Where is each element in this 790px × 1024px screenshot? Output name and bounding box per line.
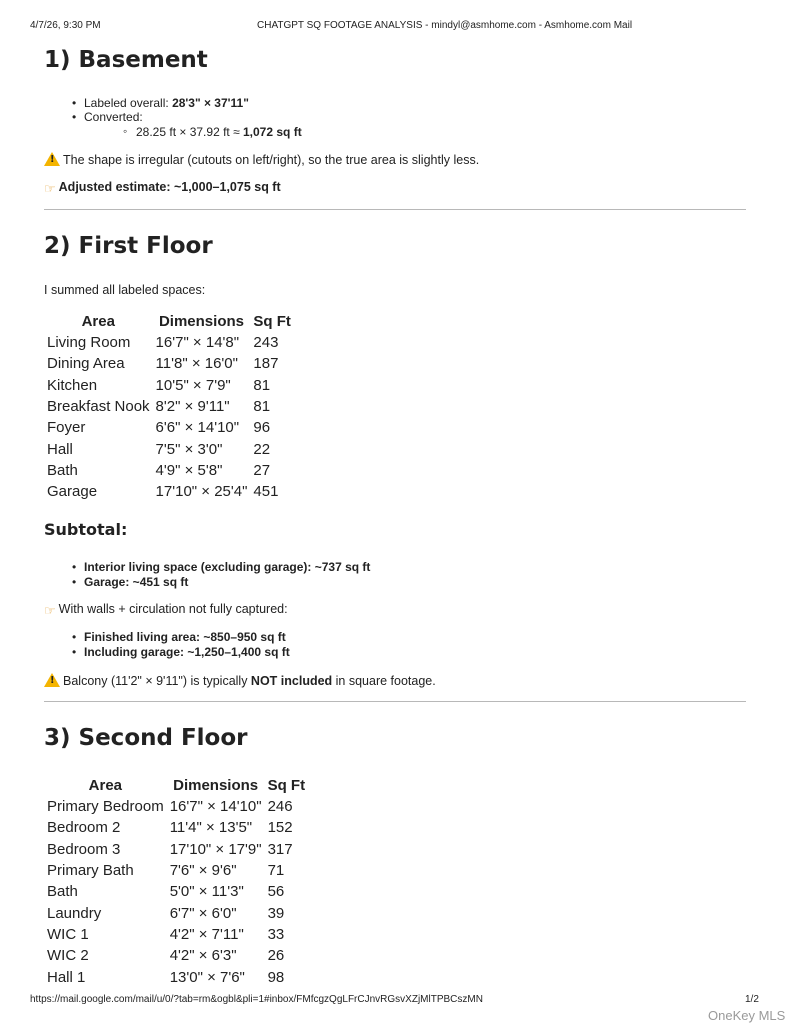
area-cell: WIC 1 <box>47 925 89 943</box>
second-floor-heading: 3) Second Floor <box>44 725 248 751</box>
table-row <box>44 839 308 860</box>
sqft-cell: 96 <box>253 419 271 437</box>
dimensions-cell: 10'5" × 7'9" <box>155 376 231 394</box>
area-cell: Laundry <box>47 904 102 922</box>
dimensions-cell: 16'7" × 14'10" <box>169 798 262 816</box>
including-garage <box>84 645 290 659</box>
walls-note-text: With walls + circulation not fully captured: <box>58 602 288 616</box>
finished-area <box>84 630 286 644</box>
column-header-dimensions: Dimensions <box>158 312 244 330</box>
basement-warning-text: The shape is irregular (cutouts on left/right), so the true area is slightly less. <box>63 153 480 167</box>
sqft-cell: 187 <box>253 355 279 373</box>
balcony-note <box>44 673 436 688</box>
dimensions-cell: 7'6" × 9'6" <box>169 862 237 880</box>
column-header-sqft: Sq Ft <box>267 776 306 794</box>
area-cell: Living Room <box>47 334 131 352</box>
warning-icon <box>44 152 60 166</box>
area-cell: Bath <box>47 883 78 901</box>
page-number: 1/2 <box>745 994 759 1005</box>
print-url: https://mail.google.com/mail/u/0/?tab=rm&ogbl&pli=1#inbox/FMfcgzQgLFrCJnvRGsvXZjMlTPBCszMN <box>30 994 483 1005</box>
dimensions-cell: 11'8" × 16'0" <box>155 355 238 373</box>
area-cell: Bedroom 2 <box>47 819 121 837</box>
area-cell: Primary Bedroom <box>47 798 164 816</box>
table-row <box>44 881 308 902</box>
sqft-cell: 22 <box>253 440 271 458</box>
dimensions-cell: 17'10" × 17'9" <box>169 840 262 858</box>
area-cell: Garage <box>47 483 98 501</box>
sqft-cell: 81 <box>253 376 271 394</box>
table-row <box>44 945 308 966</box>
print-title: CHATGPT SQ FOOTAGE ANALYSIS - mindyl@asmhome.com - Asmhome.com Mail <box>257 20 633 31</box>
section-divider <box>44 701 746 702</box>
dimensions-cell: 16'7" × 14'8" <box>155 334 240 352</box>
dimensions-cell: 7'5" × 3'0" <box>155 440 223 458</box>
basement-converted-calc-text: 28.25 ft × 37.92 ft ≈ <box>136 125 243 139</box>
table-row <box>44 353 294 374</box>
basement-labeled-prefix: Labeled overall: <box>84 96 173 110</box>
sqft-cell: 317 <box>267 840 293 858</box>
sqft-cell: 26 <box>267 947 285 965</box>
table-row <box>44 860 308 881</box>
walls-note <box>44 602 288 619</box>
table-row <box>44 966 308 987</box>
table-row <box>44 438 294 459</box>
pointing-hand-icon: ☞ <box>44 181 56 196</box>
table-row <box>44 796 308 817</box>
subtotal-interior <box>84 560 370 574</box>
dimensions-cell: 8'2" × 9'11" <box>155 398 230 416</box>
balcony-pre: Balcony (11'2" × 9'11") is typically <box>63 674 251 688</box>
basement-warning <box>44 152 479 167</box>
table-row <box>44 396 294 417</box>
dimensions-cell: 11'4" × 13'5" <box>169 819 253 837</box>
table-row <box>44 417 294 438</box>
sqft-cell: 33 <box>267 925 285 943</box>
area-cell: Bath <box>47 461 78 479</box>
basement-adjusted <box>44 180 281 197</box>
section-divider <box>44 209 746 210</box>
subtotal-garage <box>84 575 188 589</box>
sqft-cell: 451 <box>253 483 279 501</box>
pointing-hand-icon: ☞ <box>44 603 56 618</box>
column-header-area: Area <box>88 776 123 794</box>
dimensions-cell: 6'7" × 6'0" <box>169 904 237 922</box>
area-cell: Dining Area <box>47 355 125 373</box>
table-header-row <box>44 774 308 796</box>
sqft-cell: 243 <box>253 334 279 352</box>
including-garage-text: Including garage: ~1,250–1,400 sq ft <box>84 645 290 659</box>
area-cell: Bedroom 3 <box>47 840 121 858</box>
subtotal-heading: Subtotal: <box>44 520 128 539</box>
sqft-cell: 71 <box>267 862 285 880</box>
dimensions-cell: 4'9" × 5'8" <box>155 461 223 479</box>
area-cell: Hall <box>47 440 73 458</box>
basement-adjusted-text: Adjusted estimate: ~1,000–1,075 sq ft <box>58 180 281 194</box>
area-cell: Kitchen <box>47 376 98 394</box>
sqft-cell: 81 <box>253 398 271 416</box>
area-cell: Breakfast Nook <box>47 398 150 416</box>
sqft-cell: 27 <box>253 461 271 479</box>
area-cell: Primary Bath <box>47 862 134 880</box>
column-header-area: Area <box>81 312 115 330</box>
first-floor-intro: I summed all labeled spaces: <box>44 283 206 297</box>
table-row <box>44 332 294 353</box>
table-row <box>44 902 308 923</box>
sqft-cell: 56 <box>267 883 285 901</box>
first-floor-heading: 2) First Floor <box>44 233 213 259</box>
balcony-bold: NOT included <box>250 674 333 688</box>
basement-converted-calc <box>136 125 302 139</box>
dimensions-cell: 5'0" × 11'3" <box>169 883 244 901</box>
watermark: OneKey MLS <box>708 1008 786 1023</box>
first-floor-table <box>44 310 294 502</box>
basement-converted-item: • Converted: <box>84 110 143 124</box>
dimensions-cell: 13'0" × 7'6" <box>169 968 245 986</box>
column-header-dimensions: Dimensions <box>173 776 259 794</box>
finished-area-text: Finished living area: ~850–950 sq ft <box>84 630 286 644</box>
sqft-cell: 152 <box>267 819 293 837</box>
table-row <box>44 924 308 945</box>
print-datetime: 4/7/26, 9:30 PM <box>30 20 101 31</box>
basement-heading: 1) Basement <box>44 47 208 73</box>
basement-labeled-value: 28'3" × 37'11" <box>172 96 249 110</box>
second-floor-table <box>44 774 308 988</box>
column-header-sqft: Sq Ft <box>253 312 291 330</box>
dimensions-cell: 4'2" × 6'3" <box>169 947 237 965</box>
table-row <box>44 375 294 396</box>
basement-labeled-item <box>84 96 249 110</box>
area-cell: WIC 2 <box>47 947 89 965</box>
area-cell: Hall 1 <box>47 968 86 986</box>
sqft-cell: 39 <box>267 904 285 922</box>
table-header-row <box>44 310 294 332</box>
table-row <box>44 817 308 838</box>
dimensions-cell: 6'6" × 14'10" <box>155 419 240 437</box>
table-row <box>44 460 294 481</box>
dimensions-cell: 17'10" × 25'4" <box>155 483 248 501</box>
sqft-cell: 98 <box>267 968 285 986</box>
basement-converted-value: 1,072 sq ft <box>243 125 302 139</box>
subtotal-garage-text: Garage: ~451 sq ft <box>84 575 189 589</box>
table-row <box>44 481 294 502</box>
dimensions-cell: 4'2" × 7'11" <box>169 925 244 943</box>
balcony-post: in square footage. <box>332 674 436 688</box>
area-cell: Foyer <box>47 419 86 437</box>
warning-icon <box>44 673 60 687</box>
subtotal-interior-text: Interior living space (excluding garage): ~737 sq ft <box>84 560 371 574</box>
sqft-cell: 246 <box>267 798 293 816</box>
